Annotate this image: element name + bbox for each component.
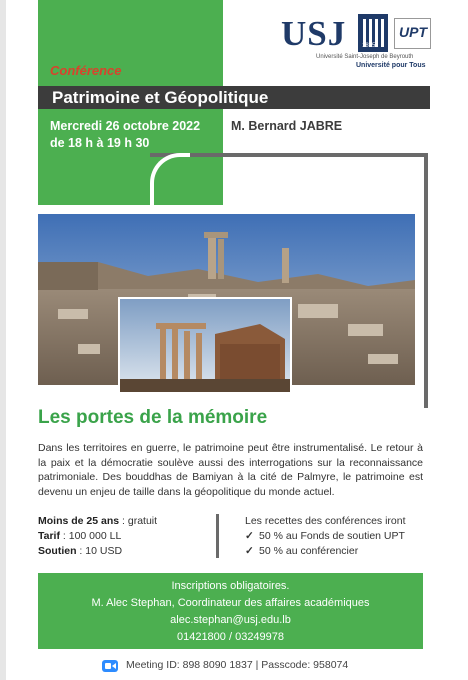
usj-logo-year: 1875 (362, 43, 376, 49)
registration-phone: 01421800 / 03249978 (176, 631, 285, 643)
registration-line: Inscriptions obligatoires. (171, 580, 290, 592)
usj-logo-text: USJ (281, 14, 347, 53)
registration-email[interactable]: alec.stephan@usj.edu.lb (170, 614, 291, 626)
price-line: Moins de 25 ans : gratuit (38, 515, 158, 527)
page-edge (0, 0, 6, 680)
price-line: Tarif : 100 000 LL (38, 530, 122, 542)
revenue-item: ✓ 50 % au Fonds de soutien UPT (245, 530, 405, 542)
revenue-item: ✓ 50 % au conférencier (245, 545, 359, 557)
frame-line-right (424, 153, 428, 408)
usj-full-name: Université Saint-Joseph de Beyrouth (316, 54, 414, 60)
check-icon: ✓ (245, 530, 254, 542)
zoom-icon (102, 660, 118, 672)
registration-line: M. Alec Stephan, Coordinateur des affaires académiques (91, 597, 370, 609)
section-description: Dans les territoires en guerre, le patrimoine peut être instrumentalisé. Le retour à la paix et la démocratie soulève aussi des interrogations sur la reconnaissance patrimoniale. Des bouddhas de Bamiyan à la cité de Palmyre, le patrimoine est devenu un enjeu de taille dans la géopolitique du monde actuel. (38, 442, 423, 498)
event-title: Patrimoine et Géopolitique (52, 88, 269, 107)
check-icon: ✓ (245, 545, 254, 557)
event-type-label: Conférence (50, 63, 122, 78)
upt-logo-text: UPT (399, 24, 427, 40)
event-date: Mercredi 26 octobre 2022 (50, 119, 201, 133)
frame-line-top (150, 153, 428, 157)
upt-full-name: Université pour Tous (356, 62, 426, 69)
revenue-intro: Les recettes des conférences iront (245, 515, 406, 527)
speaker-name: M. Bernard JABRE (231, 119, 343, 133)
palmyra-photo (118, 297, 292, 394)
price-line: Soutien : 10 USD (38, 545, 123, 557)
event-time: de 18 h à 19 h 30 (50, 136, 150, 150)
column-divider (216, 514, 219, 558)
meeting-info: Meeting ID: 898 8090 1837 | Passcode: 958074 (126, 659, 349, 671)
section-title: Les portes de la mémoire (38, 407, 268, 428)
